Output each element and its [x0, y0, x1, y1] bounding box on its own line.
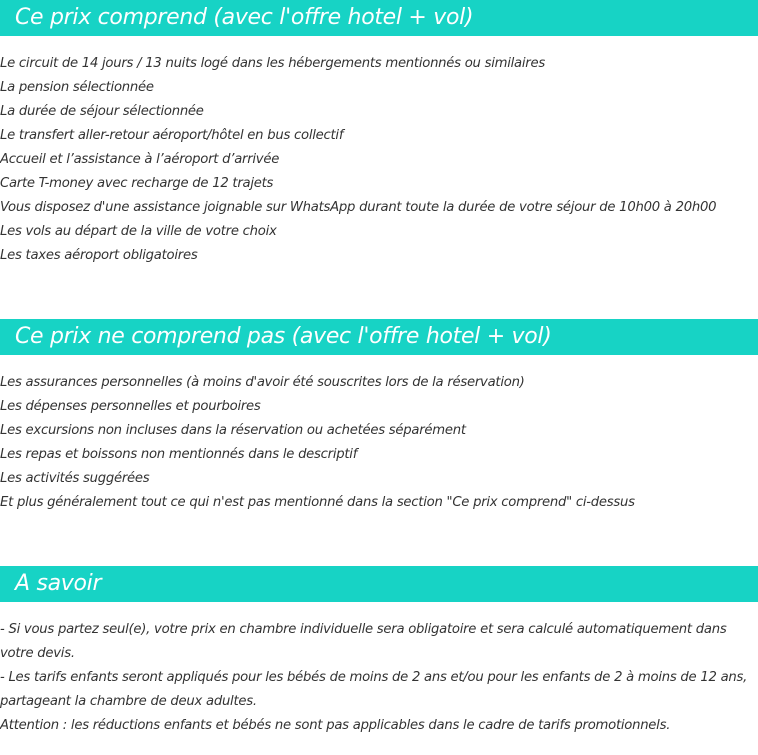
- section-header-bar: [0, 0, 758, 36]
- list-item: Les dépenses personnelles et pourboires: [0, 399, 261, 414]
- list-item: Carte T-money avec recharge de 12 trajets: [0, 176, 274, 191]
- section-a-savoir: [0, 566, 758, 738]
- list-item: Les assurances personnelles (à moins d'avoir été souscrites lors de la réservation): [0, 375, 525, 390]
- section-not-included: [0, 319, 758, 515]
- list-item: Accueil et l’assistance à l’aéroport d’arrivée: [0, 152, 280, 167]
- list-item: La durée de séjour sélectionnée: [0, 104, 204, 119]
- paragraph: Attention : les réductions enfants et bébés ne sont pas applicables dans le cadre de tarifs promotionnels.: [0, 718, 671, 733]
- not-included-list: [0, 371, 758, 515]
- section-title: Ce prix comprend (avec l'offre hotel + vol): [15, 5, 474, 30]
- list-item: Le transfert aller-retour aéroport/hôtel en bus collectif: [0, 128, 344, 143]
- list-item: Les activités suggérées: [0, 471, 150, 486]
- a-savoir-text: [0, 618, 758, 738]
- section-included: [0, 0, 758, 268]
- list-item: La pension sélectionnée: [0, 80, 154, 95]
- list-item: Le circuit de 14 jours / 13 nuits logé dans les hébergements mentionnés ou similaires: [0, 56, 545, 71]
- list-item: Les excursions non incluses dans la réservation ou achetées séparément: [0, 423, 466, 438]
- list-item: Les taxes aéroport obligatoires: [0, 248, 198, 263]
- list-item: Les vols au départ de la ville de votre choix: [0, 224, 277, 239]
- included-list: [0, 52, 758, 268]
- section-header-bar: [0, 319, 758, 355]
- list-item: Vous disposez d'une assistance joignable sur WhatsApp durant toute la durée de votre séjour de 10h00 à 20h00: [0, 200, 717, 215]
- list-item: Les repas et boissons non mentionnés dans le descriptif: [0, 447, 358, 462]
- list-item: Et plus généralement tout ce qui n'est pas mentionné dans la section "Ce prix comprend" ci-dessus: [0, 495, 635, 510]
- paragraph: - Les tarifs enfants seront appliqués pour les bébés de moins de 2 ans et/ou pour les enfants de 2 à moins de 12 ans, partageant la chambre de deux adultes.: [0, 670, 748, 709]
- paragraph: - Si vous partez seul(e), votre prix en chambre individuelle sera obligatoire et sera calculé automatiquement dans votre devis.: [0, 622, 727, 661]
- section-title: A savoir: [15, 571, 102, 596]
- section-header-bar: [0, 566, 758, 602]
- section-title: Ce prix ne comprend pas (avec l'offre hotel + vol): [15, 324, 552, 349]
